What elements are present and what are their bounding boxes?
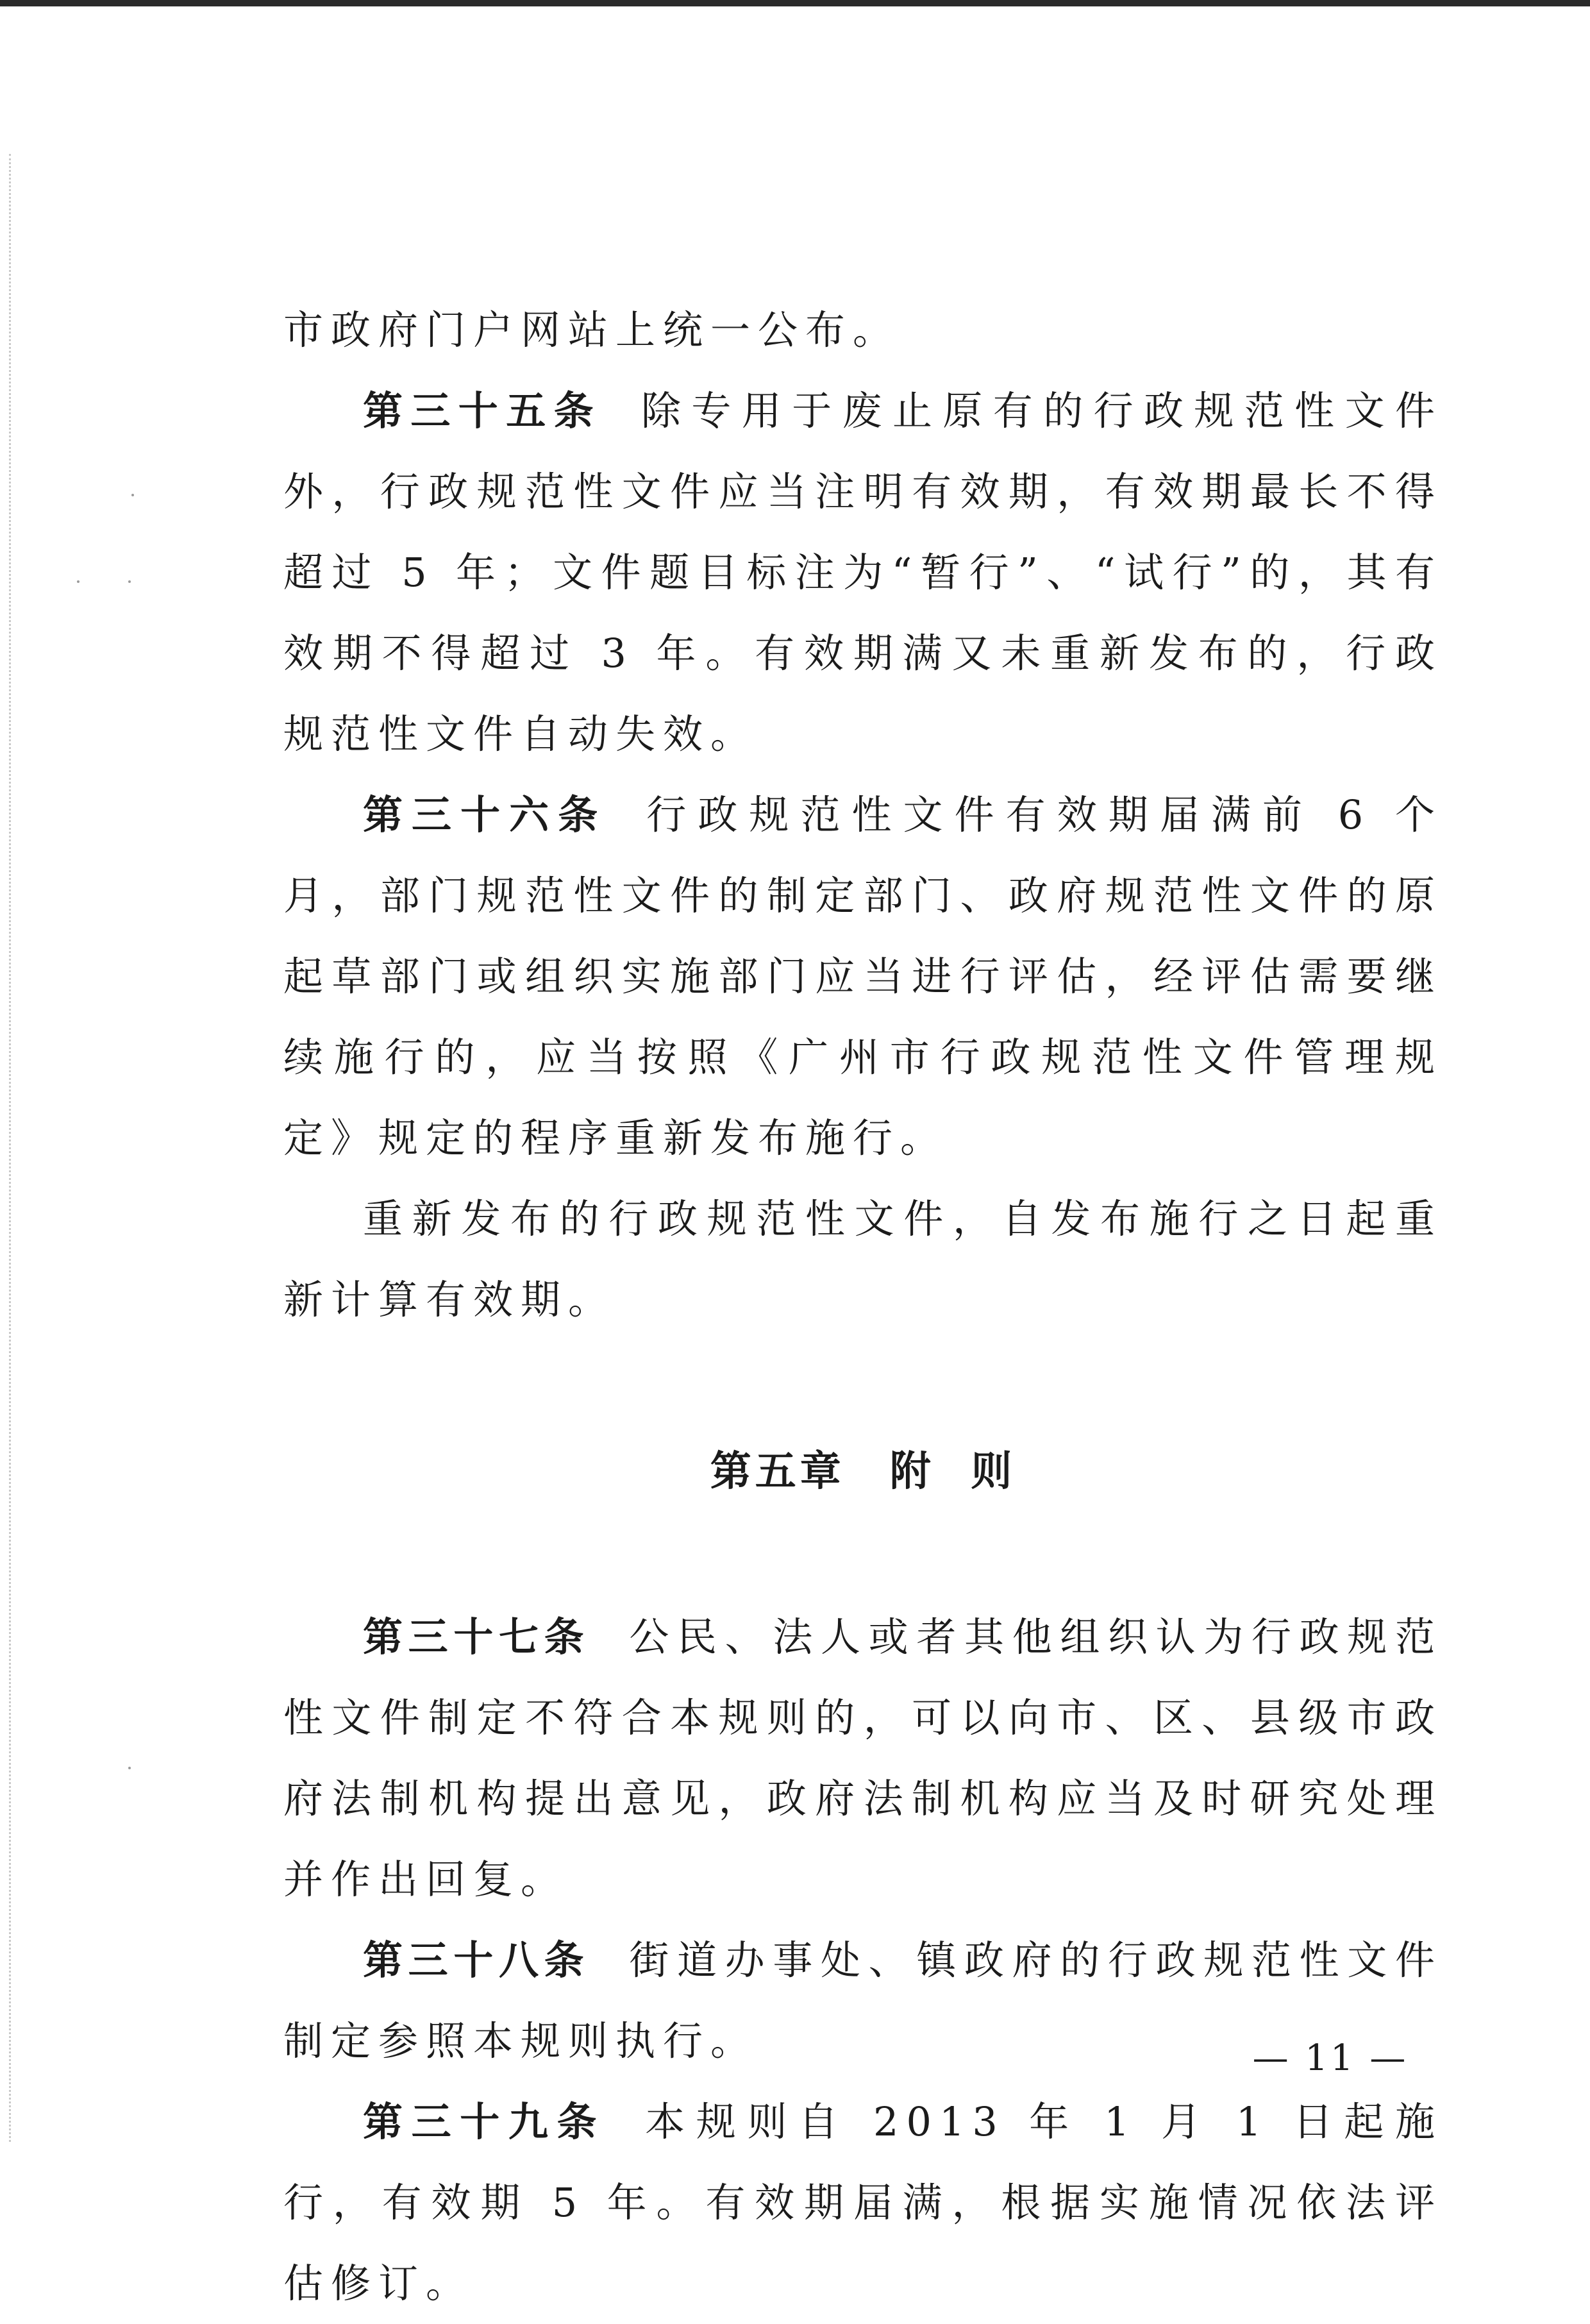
article-text: 除专用于废止原有的行政规范性文件外，行政规范性文件应当注明有效期，有效期最长不得超过 5 年；文件题目标注为“暂行”、“试行”的，其有效期不得超过 3 年。有效期满又未重新发布的，行政规范性文件自动失效。 xyxy=(283,387,1443,757)
chapter-number: 第五章 xyxy=(710,1448,845,1495)
article-text: 行政规范性文件有效期届满前 6 个月，部门规范性文件的制定部门、政府规范性文件的原起草部门或组织实施部门应当进行评估，经评估需要继续施行的，应当按照《广州市行政规范性文件管理规定》规定的程序重新发布施行。 xyxy=(283,791,1443,1161)
scan-speck xyxy=(131,494,134,496)
article-number: 第三十六条 xyxy=(363,791,607,838)
binding-margin-dots xyxy=(9,154,15,2142)
article-35 xyxy=(283,371,1443,775)
article-39 xyxy=(283,2082,1443,2324)
article-36 xyxy=(283,775,1443,1179)
scan-speck xyxy=(77,580,80,583)
article-text: 公民、法人或者其他组织认为行政规范性文件制定不符合本规则的，可以向市、区、县级市政府法制机构提出意见，政府法制机构应当及时研究处理并作出回复。 xyxy=(283,1613,1443,1903)
article-text: 街道办事处、镇政府的行政规范性文件制定参照本规则执行。 xyxy=(283,1937,1443,2064)
paragraph-text: 重新发布的行政规范性文件，自发布施行之日起重新计算有效期。 xyxy=(283,1195,1443,1323)
paragraph-continuation xyxy=(283,290,1443,371)
paragraph-text: 市政府门户网站上统一公布。 xyxy=(283,307,901,353)
article-number: 第三十九条 xyxy=(363,2098,606,2145)
page-number: — 11 — xyxy=(1252,2037,1409,2079)
chapter-heading xyxy=(283,1443,1443,1501)
document-body xyxy=(283,290,1443,2324)
article-number: 第三十七条 xyxy=(363,1613,590,1660)
article-number: 第三十五条 xyxy=(363,387,601,434)
article-37 xyxy=(283,1597,1443,1920)
article-text: 本规则自 2013 年 1 月 1 日起施行，有效期 5 年。有效期届满，根据实施情况依法评估修订。 xyxy=(283,2098,1443,2307)
article-number: 第三十八条 xyxy=(363,1937,590,1983)
scan-speck xyxy=(128,1767,131,1769)
paragraph-republish xyxy=(283,1179,1443,1340)
scan-top-edge xyxy=(0,0,1590,6)
chapter-title: 附 则 xyxy=(889,1448,1016,1495)
scan-speck xyxy=(128,580,131,583)
